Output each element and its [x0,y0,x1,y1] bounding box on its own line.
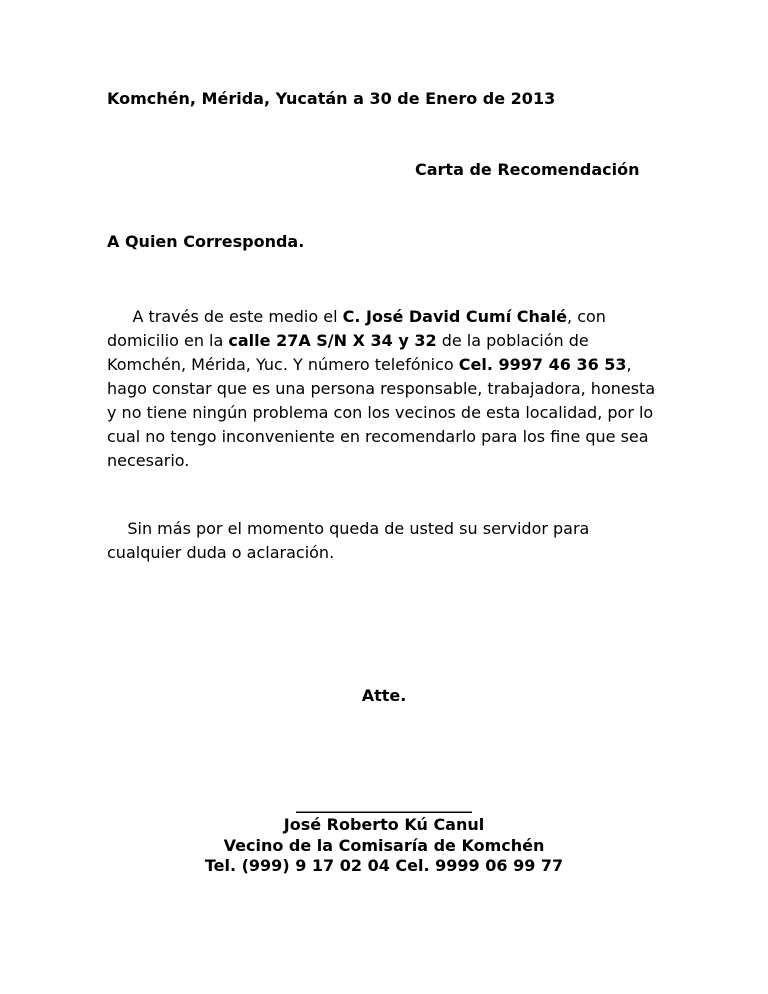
signer-phones: Tel. (999) 9 17 02 04 Cel. 9999 06 99 77 [204,856,564,875]
body-text-1: A través de este medio el [132,307,343,326]
address: calle 27A S/N X 34 y 32 [228,331,437,350]
salutation: A Quien Corresponda. [107,232,305,251]
body-indent [107,307,132,326]
signer-title: Vecino de la Comisaría de Komchén [223,836,545,855]
body-text-3: de la población de Komchén, Mérida, Yuc. Y número telefónico [107,331,589,374]
recommended-person-name: C. José David Cumí Chalé [342,307,568,326]
phone-number: Cel. 9997 46 36 53 [458,355,627,374]
closing-paragraph [107,517,667,565]
atte-label: Atte. [361,686,407,705]
body-text-4: , hago constar que es una persona responsable, trabajadora, honesta y no tiene ningún problema con los vecinos de esta localidad, por lo cual no tengo inconveniente en recomendarlo para los fine que sea necesario. [107,355,656,470]
signer-name: José Roberto Kú Canul [283,815,485,834]
body-paragraph [107,305,667,473]
body-text-2: , con domicilio en la [107,307,606,350]
date-line: Komchén, Mérida, Yucatán a 30 de Enero de 2013 [107,89,556,108]
closing-indent [107,519,127,538]
closing-text: Sin más por el momento queda de usted su servidor para cualquier duda o aclaración. [107,519,590,562]
signature-line: ______________________ [296,794,472,813]
document-title: Carta de Recomendación [415,160,640,179]
